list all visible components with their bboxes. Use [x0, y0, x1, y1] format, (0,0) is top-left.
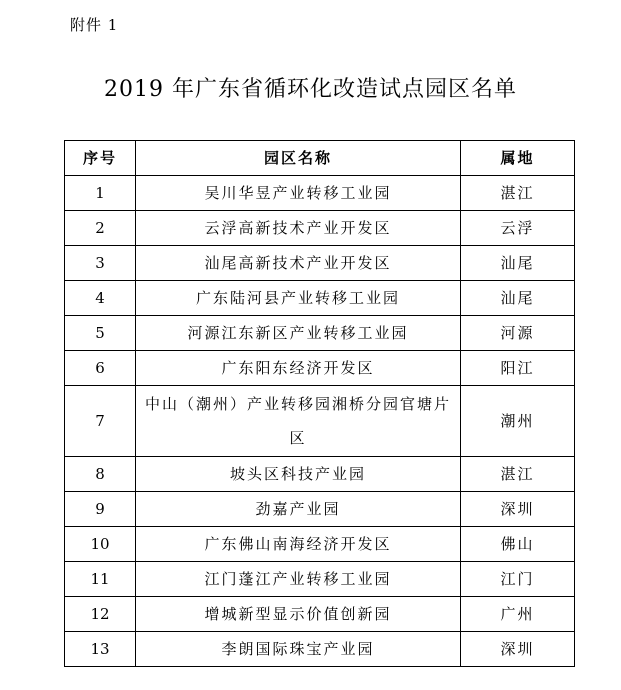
row-park-name: 广东陆河县产业转移工业园 [136, 281, 461, 316]
table-row [65, 316, 575, 351]
table-row [65, 246, 575, 281]
row-park-name: 广东阳东经济开发区 [136, 351, 461, 386]
table-row [65, 281, 575, 316]
row-index: 11 [65, 562, 136, 597]
row-index: 12 [65, 597, 136, 632]
table-row [65, 386, 575, 457]
row-location: 云浮 [461, 211, 575, 246]
row-index: 4 [65, 281, 136, 316]
row-index: 6 [65, 351, 136, 386]
attachment-label: 附件 1 [70, 16, 119, 34]
table-row [65, 211, 575, 246]
table-header-row [65, 141, 575, 176]
row-location: 湛江 [461, 176, 575, 211]
table-row [65, 176, 575, 211]
row-location: 阳江 [461, 351, 575, 386]
row-index: 2 [65, 211, 136, 246]
row-location: 深圳 [461, 492, 575, 527]
table-row [65, 632, 575, 667]
page-title: 2019 年广东省循环化改造试点园区名单 [104, 77, 517, 102]
table-row [65, 597, 575, 632]
row-index: 10 [65, 527, 136, 562]
row-park-name: 劲嘉产业园 [136, 492, 461, 527]
header-name: 园区名称 [136, 141, 461, 176]
row-location: 湛江 [461, 457, 575, 492]
row-location: 佛山 [461, 527, 575, 562]
table-row [65, 527, 575, 562]
row-park-name: 江门蓬江产业转移工业园 [136, 562, 461, 597]
row-park-name: 中山（潮州）产业转移园湘桥分园官塘片区 [136, 386, 461, 457]
park-list-table [64, 140, 575, 667]
table-row [65, 562, 575, 597]
row-index: 1 [65, 176, 136, 211]
row-park-name: 广东佛山南海经济开发区 [136, 527, 461, 562]
row-location: 河源 [461, 316, 575, 351]
row-index: 13 [65, 632, 136, 667]
row-location: 汕尾 [461, 281, 575, 316]
row-park-name: 河源江东新区产业转移工业园 [136, 316, 461, 351]
row-index: 8 [65, 457, 136, 492]
header-location: 属地 [461, 141, 575, 176]
table-row [65, 492, 575, 527]
row-park-name: 坡头区科技产业园 [136, 457, 461, 492]
row-park-name: 云浮高新技术产业开发区 [136, 211, 461, 246]
row-park-name: 李朗国际珠宝产业园 [136, 632, 461, 667]
table-row [65, 351, 575, 386]
row-park-name: 吴川华昱产业转移工业园 [136, 176, 461, 211]
row-index: 3 [65, 246, 136, 281]
row-park-name: 汕尾高新技术产业开发区 [136, 246, 461, 281]
row-index: 5 [65, 316, 136, 351]
row-location: 广州 [461, 597, 575, 632]
row-index: 7 [65, 386, 136, 457]
row-park-name: 增城新型显示价值创新园 [136, 597, 461, 632]
row-location: 江门 [461, 562, 575, 597]
row-location: 汕尾 [461, 246, 575, 281]
header-index: 序号 [65, 141, 136, 176]
row-index: 9 [65, 492, 136, 527]
row-location: 深圳 [461, 632, 575, 667]
table-row [65, 457, 575, 492]
row-location: 潮州 [461, 386, 575, 457]
